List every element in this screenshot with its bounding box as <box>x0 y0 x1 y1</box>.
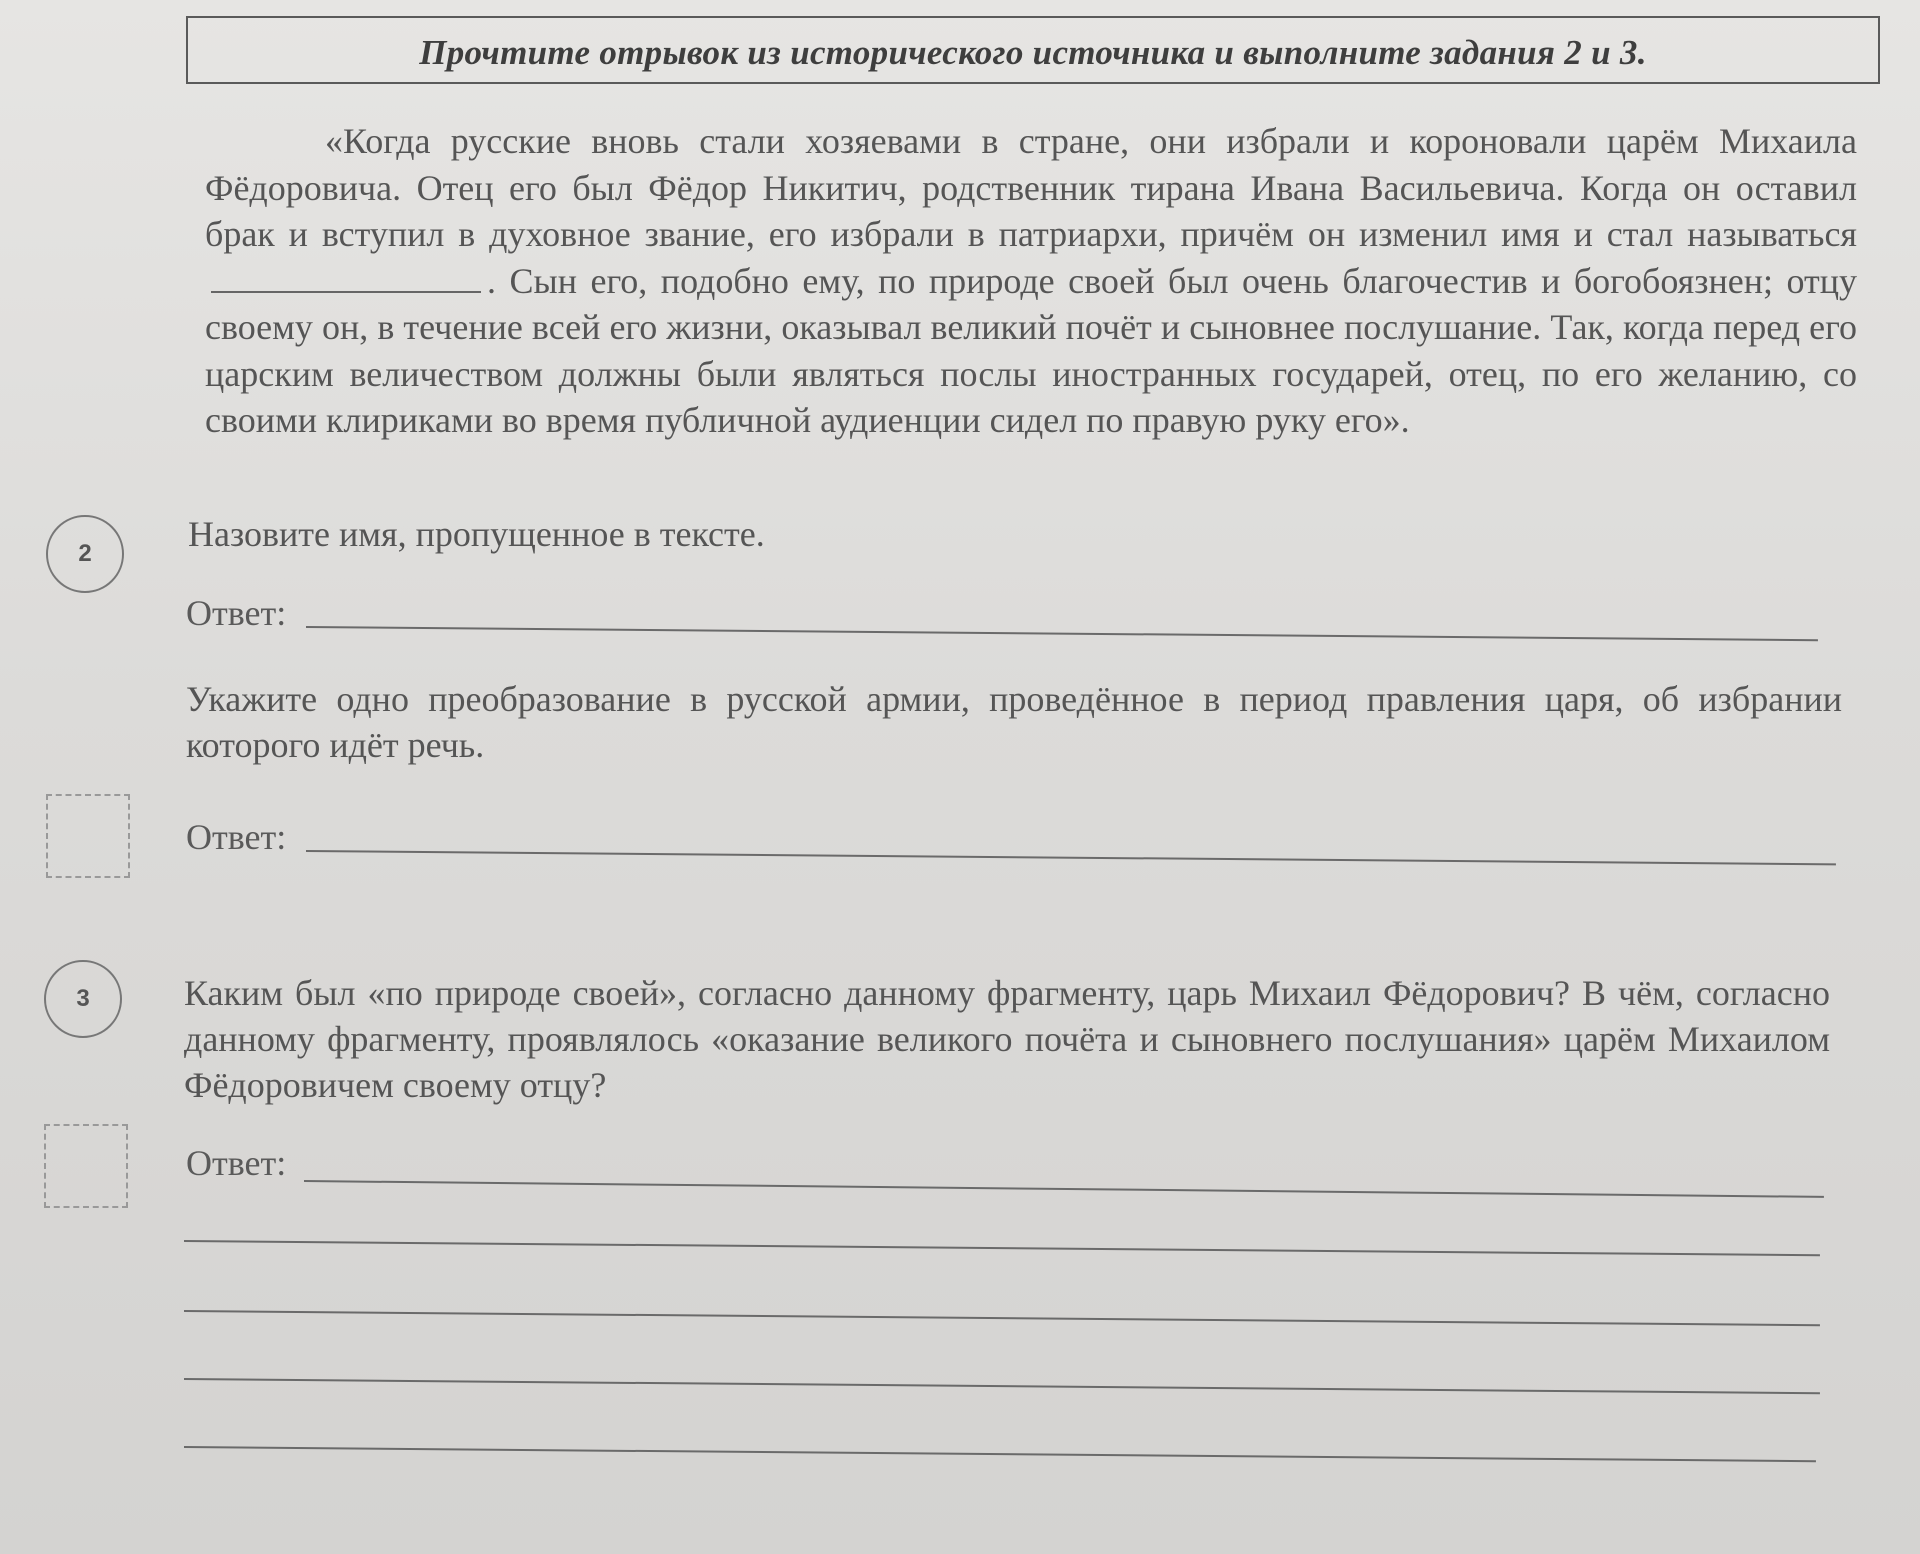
header-box <box>186 16 1880 84</box>
task-3-answer-line-4[interactable] <box>184 1378 1820 1394</box>
task-2-answer-label: Ответ: <box>186 593 287 633</box>
passage-blank[interactable] <box>211 290 481 293</box>
task-3-answer-line-1[interactable] <box>304 1180 1824 1198</box>
passage-text-before-blank: «Когда русские вновь стали хозяевами в стране, они избрали и короновали царём Михаила Фёдоровича. Отец его был Фёдор Никитич, родственник тирана Ивана Васильевича. Когда он оставил брак и вступил в духовное звание, его избрали в патриархи, причём он изменил имя и стал называться <box>205 121 1857 254</box>
task-2-number: 2 <box>78 540 92 567</box>
task-2-followup-score-box <box>46 794 130 878</box>
instruction-header: Прочтите отрывок из исторического источника и выполните задания 2 и 3. <box>419 33 1647 72</box>
task-2-followup-answer-line[interactable] <box>306 850 1836 865</box>
passage-text-after-blank: . Сын его, подобно ему, по природе своей был очень благочестив и богобоязнен; отцу своему он, в течение всей его жизни, оказывал великий почёт и сыновнее послушание. Так, когда перед его царским величеством должны были являться послы иностранных государей, отец, по его желанию, со своими клириками во время публичной аудиенции сидел по правую руку его». <box>205 260 1857 440</box>
task-3-number-circle <box>44 960 122 1038</box>
task-3-answer-line-3[interactable] <box>184 1310 1820 1326</box>
task-3-score-box <box>44 1124 128 1208</box>
source-passage <box>205 118 1857 444</box>
task-2-number-circle <box>46 515 124 593</box>
passage-paragraph <box>205 118 1857 444</box>
task-2-followup-question: Укажите одно преобразование в русской армии, проведённое в период правления царя, об избрании которого идёт речь. <box>186 679 1842 765</box>
task-3-question: Каким был «по природе своей», согласно данному фрагменту, царь Михаил Фёдорович? В чём, согласно данному фрагменту, проявлялось «оказание великого почёта и сыновнего послушания» царём Михаилом Фёдоровичем своему отцу? <box>184 973 1830 1105</box>
task-3-answer-line-2[interactable] <box>184 1240 1820 1256</box>
task-2-followup-answer-label: Ответ: <box>186 817 287 857</box>
task-2-question: Назовите имя, пропущенное в тексте. <box>188 514 765 554</box>
task-3-number: 3 <box>76 985 90 1012</box>
task-3-answer-label: Ответ: <box>186 1143 287 1183</box>
task-3-answer-line-5[interactable] <box>184 1446 1816 1462</box>
task-2-answer-line[interactable] <box>306 626 1818 641</box>
